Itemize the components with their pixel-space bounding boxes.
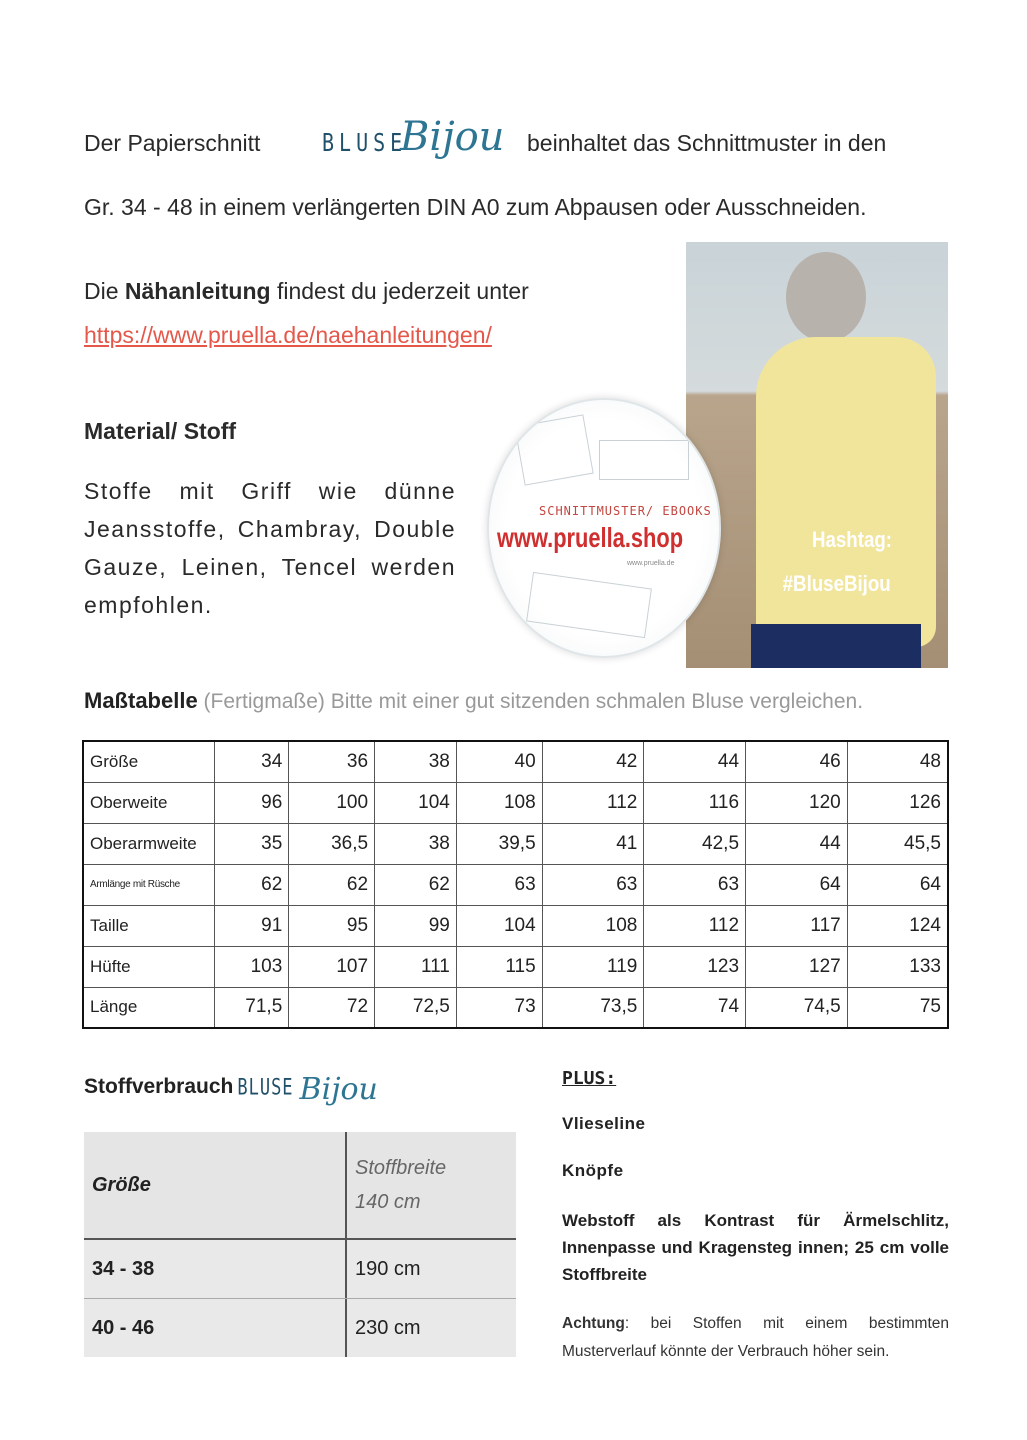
table-cell: 115 (456, 946, 542, 987)
guide-bold: Nähanleitung (124, 278, 271, 304)
row-label: Hüfte (83, 946, 215, 987)
photo-pants (751, 624, 921, 668)
plus-title: PLUS: (562, 1068, 617, 1089)
table-cell: 63 (542, 864, 644, 905)
guide-text (84, 278, 529, 305)
table-cell: 44 (644, 741, 746, 782)
table-cell: 99 (375, 905, 457, 946)
size-cell: 34 - 38 (84, 1240, 346, 1298)
verbrauch-logo-bijou: Bijou (299, 1072, 378, 1107)
table-cell: 36,5 (289, 823, 375, 864)
table-cell: 100 (289, 782, 375, 823)
col-header-width-line2: 140 cm (355, 1191, 421, 1213)
table-cell: 112 (542, 782, 644, 823)
pattern-sketch (526, 572, 652, 638)
intro-text-after: beinhaltet das Schnittmuster in den (527, 130, 887, 156)
table-cell: 119 (542, 946, 644, 987)
table-row (83, 823, 948, 864)
table-row (83, 987, 948, 1028)
table-cell: 39,5 (456, 823, 542, 864)
table-cell: 64 (746, 864, 848, 905)
material-heading: Material/ Stoff (84, 418, 237, 444)
table-cell: 126 (847, 782, 948, 823)
shop-subtitle: SCHNITTMUSTER/ EBOOKS (539, 504, 712, 518)
table-cell: 74 (644, 987, 746, 1028)
verbrauch-logo-bluse: BLUSE (237, 1075, 294, 1101)
table-cell: 63 (644, 864, 746, 905)
table-cell: 62 (375, 864, 457, 905)
shop-url: www.pruella.shop (497, 522, 684, 553)
table-cell: 62 (289, 864, 375, 905)
mass-heading-bold: Maßtabelle (84, 688, 198, 713)
col-header-width (346, 1132, 516, 1238)
logo-bijou-text: Bijou (400, 114, 505, 160)
pattern-sketch (514, 414, 593, 485)
col-header-width-line1: Stoffbreite (355, 1157, 447, 1179)
plus-note (562, 1310, 949, 1366)
logo-bluse-text: BLUSE (322, 127, 408, 157)
row-label: Oberarmweite (83, 823, 215, 864)
table-row (84, 1240, 516, 1298)
table-cell: 42,5 (644, 823, 746, 864)
table-cell: 42 (542, 741, 644, 782)
table-cell: 38 (375, 741, 457, 782)
table-cell: 72,5 (375, 987, 457, 1028)
table-cell: 34 (215, 741, 289, 782)
plus-note-bold: Achtung (562, 1315, 625, 1332)
table-cell: 116 (644, 782, 746, 823)
guide-link[interactable]: https://www.pruella.de/naehanleitungen/ (84, 322, 492, 348)
table-cell: 41 (542, 823, 644, 864)
table-cell: 95 (289, 905, 375, 946)
table-cell: 107 (289, 946, 375, 987)
table-row (83, 905, 948, 946)
table-cell: 120 (746, 782, 848, 823)
plus-item-knoepfe: Knöpfe (562, 1161, 624, 1180)
plus-item-vlieseline: Vlieseline (562, 1114, 646, 1133)
intro-text-before: Der Papierschnitt (84, 130, 261, 156)
table-cell: 38 (375, 823, 457, 864)
verbrauch-heading-text: Stoffverbrauch (84, 1075, 234, 1098)
hashtag-text: #BluseBijou (782, 571, 891, 596)
row-label: Armlänge mit Rüsche (83, 864, 215, 905)
table-cell: 104 (456, 905, 542, 946)
table-cell: 123 (644, 946, 746, 987)
row-label: Größe (83, 741, 215, 782)
guide-suffix: findest du jederzeit unter (270, 278, 529, 304)
pattern-sketch (599, 440, 689, 480)
mass-table (82, 740, 949, 1029)
table-cell: 72 (289, 987, 375, 1028)
table-cell: 74,5 (746, 987, 848, 1028)
table-row (84, 1299, 516, 1357)
photo-hair (786, 252, 866, 342)
material-text: Stoffe mit Griff wie dünne Jeansstoffe, Chambray, Double Gauze, Leinen, Tencel werden empfohlen. (84, 478, 456, 618)
table-cell: 124 (847, 905, 948, 946)
row-label: Länge (83, 987, 215, 1028)
table-cell: 40 (456, 741, 542, 782)
mass-heading-paren: (Fertigmaße) (203, 690, 325, 713)
table-cell: 117 (746, 905, 848, 946)
table-cell: 111 (375, 946, 457, 987)
table-row (83, 741, 948, 782)
hashtag-label: Hashtag: (812, 527, 893, 552)
table-cell: 127 (746, 946, 848, 987)
amount-cell: 190 cm (346, 1240, 516, 1298)
shop-badge[interactable] (487, 398, 721, 658)
intro-line-1 (84, 114, 950, 164)
table-cell: 108 (456, 782, 542, 823)
table-cell: 133 (847, 946, 948, 987)
shop-small-url: www.pruella.de (627, 560, 675, 567)
plus-note-text: : bei Stoffen mit einem bestimmten Musterverlauf könnte der Verbrauch höher sein. (562, 1315, 949, 1360)
col-header-size: Größe (84, 1132, 346, 1238)
mass-heading-rest: Bitte mit einer gut sitzenden schmalen Bluse vergleichen. (330, 690, 864, 713)
plus-paragraph: Webstoff als Kontrast für Ärmelschlitz, Innenpasse und Kragensteg innen; 25 cm volle Stoffbreite (562, 1211, 949, 1284)
table-cell: 35 (215, 823, 289, 864)
hashtag-overlay (782, 518, 893, 606)
table-cell: 71,5 (215, 987, 289, 1028)
table-cell: 46 (746, 741, 848, 782)
table-cell: 64 (847, 864, 948, 905)
table-header-row (84, 1132, 516, 1238)
table-cell: 48 (847, 741, 948, 782)
table-cell: 104 (375, 782, 457, 823)
intro-line-2: Gr. 34 - 48 in einem verlängerten DIN A0 zum Abpausen oder Ausschneiden. (84, 194, 867, 220)
verbrauch-heading (84, 1066, 378, 1107)
amount-cell: 230 cm (346, 1299, 516, 1357)
model-photo (686, 242, 948, 668)
table-row (83, 782, 948, 823)
table-cell: 112 (644, 905, 746, 946)
table-cell: 73,5 (542, 987, 644, 1028)
table-cell: 36 (289, 741, 375, 782)
row-label: Oberweite (83, 782, 215, 823)
table-cell: 96 (215, 782, 289, 823)
table-cell: 91 (215, 905, 289, 946)
table-cell: 63 (456, 864, 542, 905)
table-row (83, 946, 948, 987)
table-cell: 44 (746, 823, 848, 864)
guide-prefix: Die (84, 278, 125, 304)
table-cell: 108 (542, 905, 644, 946)
row-label: Taille (83, 905, 215, 946)
table-cell: 75 (847, 987, 948, 1028)
table-cell: 62 (215, 864, 289, 905)
table-cell: 103 (215, 946, 289, 987)
table-cell: 45,5 (847, 823, 948, 864)
verbrauch-table (84, 1132, 516, 1357)
table-row (83, 864, 948, 905)
mass-table-heading (84, 688, 863, 714)
table-cell: 73 (456, 987, 542, 1028)
size-cell: 40 - 46 (84, 1299, 346, 1357)
